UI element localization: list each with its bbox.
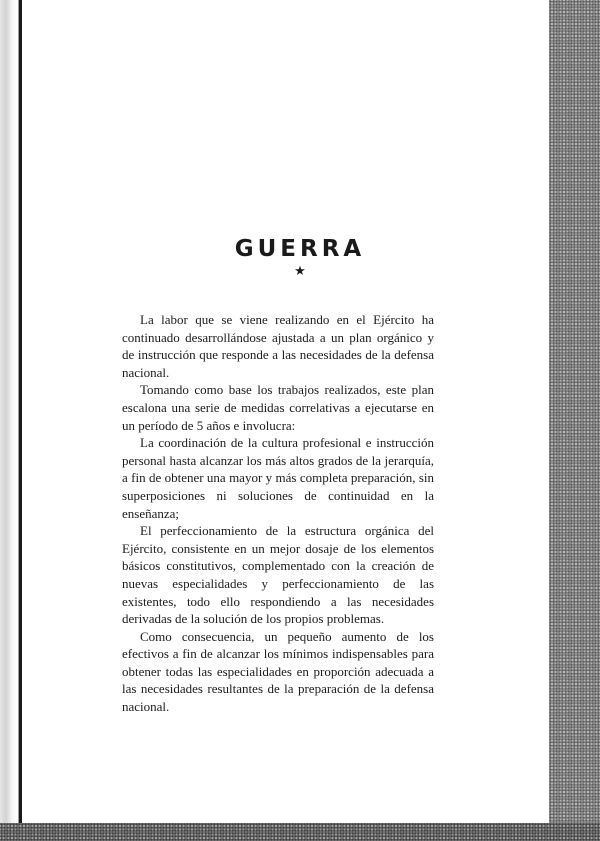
paragraph: Como consecuencia, un pequeño aumento de los efectivos a fin de alcanzar los mínimos indispensables para obtener todas las especialidades en proporción adecuada a las necesidades resultantes de la preparación de la defensa nacional. — [122, 628, 434, 715]
scan-margin-left — [0, 0, 18, 841]
page-title: GUERRA — [234, 236, 366, 262]
scan-margin-bottom — [0, 823, 600, 841]
body-text — [122, 311, 434, 716]
paragraph: La coordinación de la cultura profesional e instrucción personal hasta alcanzar los más altos grados de la jerarquía, a fin de obtener una mayor y más completa preparación, sin superposiciones ni soluciones de continuidad en la enseñanza; — [122, 435, 434, 521]
paragraph: Tomando como base los trabajos realizados, este plan escalona una serie de medidas correlativas a ejecutarse en un período de 5 años e involucra: — [122, 382, 434, 433]
paragraph: La labor que se viene realizando en el Ejército ha continuado desarrollándose ajustada a un plan orgánico y de instrucción que responde a las necesidades de la defensa nacional. — [122, 312, 434, 380]
star-ornament-icon: ★ — [294, 264, 306, 279]
paragraph: El perfeccionamiento de la estructura orgánica del Ejército, consistente en un mejor dosaje de los elementos básicos constitutivos, complementado con la creación de nuevas especialidades y perfeccionamiento de las existentes, todo ello respondiendo a las necesidades derivadas de la solución de los propios problemas. — [122, 523, 434, 627]
scan-margin-right — [549, 0, 600, 841]
